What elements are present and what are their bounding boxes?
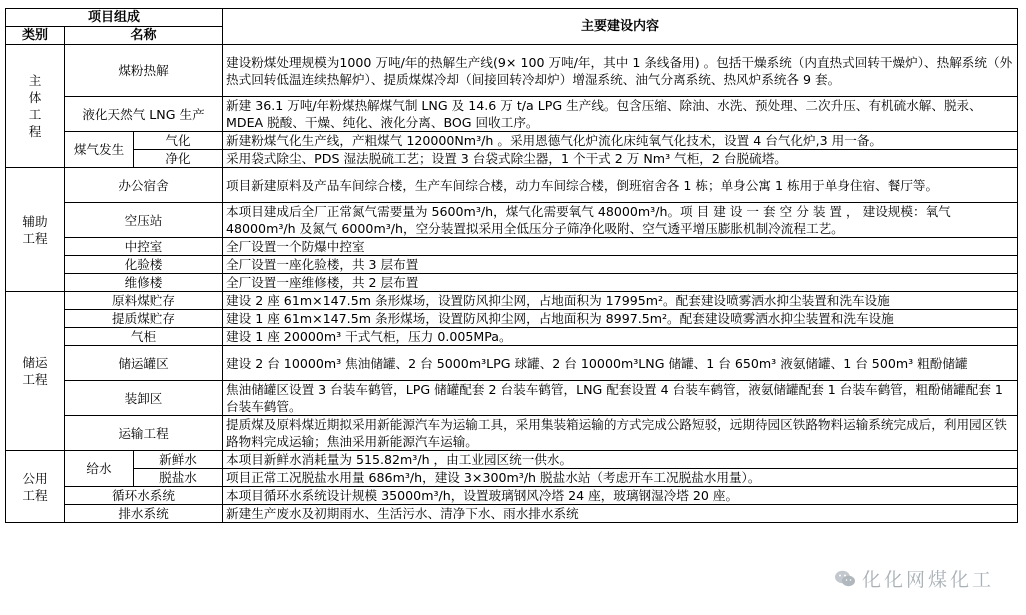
table-row <box>6 45 1018 97</box>
item-name: 化验楼 <box>65 256 223 274</box>
item-content: 项目新建原料及产品车间综合楼，生产车间综合楼，动力车间综合楼，倒班宿舍各 1 栋；单身公寓 1 栋用于单身住宿、餐厅等。 <box>223 168 1018 203</box>
category-label: 公用工程 <box>22 470 48 503</box>
item-content: 建设 2 台 10000m³ 焦油储罐、2 台 5000m³LPG 球罐、2 台 10000m³LNG 储罐、1 台 650m³ 液氨储罐、1 台 500m³ 粗酚储罐 <box>223 346 1018 381</box>
table-row <box>6 132 1018 150</box>
item-content: 本项目新鲜水消耗量为 515.82m³/h ，由工业园区统一供水。 <box>223 451 1018 469</box>
header-name: 名称 <box>65 27 223 45</box>
subitem-name: 净化 <box>134 150 223 168</box>
category-aux <box>6 168 65 292</box>
subitem-name: 气化 <box>134 132 223 150</box>
item-name: 中控室 <box>65 238 223 256</box>
table-row <box>6 469 1018 487</box>
table-row <box>6 451 1018 469</box>
table-row <box>6 97 1018 132</box>
item-content: 焦油储罐区设置 3 台装车鹤管，LPG 储罐配套 2 台装车鹤管，LNG 配套设置 4 台装车鹤管，液氨储罐配套 1 台装车鹤管，粗酚储罐配套 1 台装车鹤管。 <box>223 381 1018 416</box>
item-name: 煤气发生 <box>65 132 134 168</box>
header-main-content: 主要建设内容 <box>223 9 1018 45</box>
item-content: 新建粉煤气化生产线，产粗煤气 120000Nm³/h 。采用恩德气化炉流化床纯氧气化技术，设置 4 台气化炉,3 用一备。 <box>223 132 1018 150</box>
item-name: 煤粉热解 <box>65 45 223 97</box>
item-name: 排水系统 <box>65 505 223 523</box>
item-content: 新建 36.1 万吨/年粉煤热解煤气制 LNG 及 14.6 万 t/a LPG 生产线。包含压缩、除油、水洗、预处理、二次升压、有机硫水解、脱汞、MDEA 脱酸、干燥、纯化、液化分离、BOG 回收工序。 <box>223 97 1018 132</box>
item-content: 建设 1 座 61m×147.5m 条形煤场，设置防风抑尘网，占地面积为 8997.5m²。配套建设喷雾洒水抑尘装置和洗车设施 <box>223 310 1018 328</box>
table-row <box>6 168 1018 203</box>
wechat-icon <box>834 569 856 589</box>
item-content: 项目正常工况脱盐水用量 686m³/h，建设 3×300m³/h 脱盐水站（考虑开车工况脱盐水用量）。 <box>223 469 1018 487</box>
table-row <box>6 292 1018 310</box>
item-content: 建设 1 座 20000m³ 干式气柜，压力 0.005MPa。 <box>223 328 1018 346</box>
table-row <box>6 505 1018 523</box>
table-row <box>6 381 1018 416</box>
item-name: 办公宿舍 <box>65 168 223 203</box>
table-row <box>6 256 1018 274</box>
table-row <box>6 416 1018 451</box>
table-row <box>6 328 1018 346</box>
category-label: 储运工程 <box>22 355 48 387</box>
table-row <box>6 274 1018 292</box>
subitem-name: 新鲜水 <box>134 451 223 469</box>
header-category: 类别 <box>6 27 65 45</box>
item-name: 液化天然气 LNG 生产 <box>65 97 223 132</box>
subitem-name: 脱盐水 <box>134 469 223 487</box>
item-content: 全厂设置一座化验楼，共 3 层布置 <box>223 256 1018 274</box>
category-storage <box>6 292 65 451</box>
item-name: 运输工程 <box>65 416 223 451</box>
table-row <box>6 487 1018 505</box>
item-content: 建设 2 座 61m×147.5m 条形煤场，设置防风抑尘网，占地面积为 17995m²。配套建设喷雾洒水抑尘装置和洗车设施 <box>223 292 1018 310</box>
item-name: 循环水系统 <box>65 487 223 505</box>
category-label: 辅助工程 <box>22 213 48 246</box>
table-row <box>6 150 1018 168</box>
item-name: 储运罐区 <box>65 346 223 381</box>
item-name: 气柜 <box>65 328 223 346</box>
table-row <box>6 203 1018 238</box>
item-content: 本项目循环水系统设计规模 35000m³/h，设置玻璃钢风冷塔 24 座，玻璃钢湿冷塔 20 座。 <box>223 487 1018 505</box>
item-content: 建设粉煤处理规模为1000 万吨/年的热解生产线(9× 100 万吨/年，其中 1 条线备用) 。包括干燥系统（内直热式回转干燥炉）、热解系统（外热式回转低温连续热解炉）、提质煤煤冷却（间接回转冷却炉）增湿系统、油气分离系统、热风炉系统各 9 套。 <box>223 45 1018 97</box>
table-row <box>6 238 1018 256</box>
table-row <box>6 310 1018 328</box>
item-content: 提质煤及原料煤近期拟采用新能源汽车为运输工具，采用集装箱运输的方式完成公路短驳，远期待园区铁路物料运输系统完成后，利用园区铁路物料完成运输；焦油采用新能源汽车运输。 <box>223 416 1018 451</box>
header-project-group: 项目组成 <box>6 9 223 27</box>
header-row-1 <box>6 9 1018 27</box>
watermark <box>834 565 994 592</box>
table-row <box>6 346 1018 381</box>
item-name: 提质煤贮存 <box>65 310 223 328</box>
category-utility <box>6 451 65 523</box>
category-label: 主体工程 <box>28 73 42 139</box>
item-name: 维修楼 <box>65 274 223 292</box>
item-content: 本项目建成后全厂正常氮气需要量为 5600m³/h，煤气化需要氧气 48000m³/h。项 目 建 设 一 套 空 分 装 置 ， 建设规模：氧气 48000m³/h 及氮气 6000m³/h，空分装置拟采用全低压分子筛净化吸附、空气透平增压膨胀机制冷流程工艺。 <box>223 203 1018 238</box>
item-content: 全厂设置一座维修楼，共 2 层布置 <box>223 274 1018 292</box>
item-name: 装卸区 <box>65 381 223 416</box>
category-main <box>6 45 65 168</box>
watermark-text: 化化网煤化工 <box>861 569 994 591</box>
item-name: 原料煤贮存 <box>65 292 223 310</box>
item-name: 空压站 <box>65 203 223 238</box>
project-composition-table <box>5 8 1018 523</box>
item-name: 给水 <box>65 451 134 487</box>
item-content: 全厂设置一个防爆中控室 <box>223 238 1018 256</box>
item-content: 新建生产废水及初期雨水、生活污水、清净下水、雨水排水系统 <box>223 505 1018 523</box>
item-content: 采用袋式除尘、PDS 湿法脱硫工艺；设置 3 台袋式除尘器，1 个干式 2 万 Nm³ 气柜，2 台脱硫塔。 <box>223 150 1018 168</box>
